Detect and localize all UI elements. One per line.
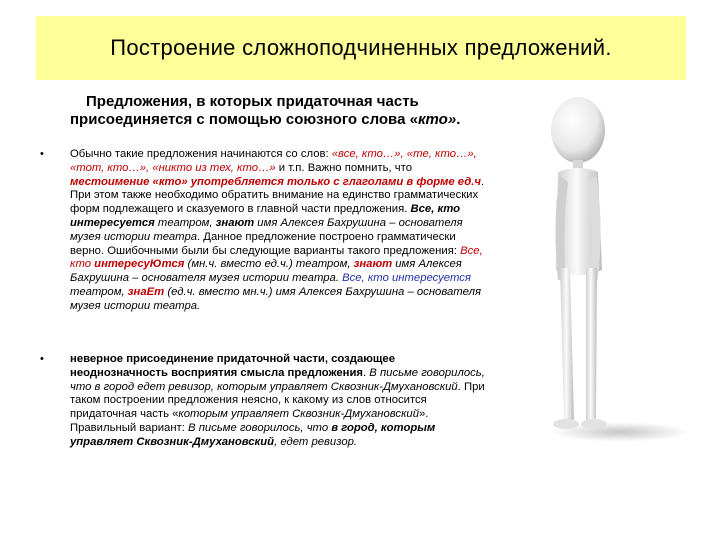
paragraph-1 [70, 148, 485, 314]
p1-text: и т.п. Важно помнить, что [275, 161, 413, 174]
p2-example: которым управляет Сквозник-Дмухановский [178, 408, 419, 421]
p1-text: Обычно такие предложения начинаются со слов: [70, 148, 332, 160]
bullet-2: • [40, 353, 44, 365]
p1-example-text: имя Алексея Бахрушина – основателя музея истории театра. [70, 258, 462, 285]
p2-example: В письме говорилось, что в город едет ревизор, которым управляет Сквозник-Дмухановский [70, 366, 485, 393]
heading-kto: кто» [417, 111, 457, 128]
p1-wrong-example: Все, кто [70, 244, 483, 271]
p1-quote-words: «все, кто…», «те, кто…», «тот, кто…», «никто из тех, кто…» [70, 148, 477, 174]
p2-text: ». Правильный вариант: [70, 408, 429, 434]
p1-rule-highlight: местоимение «кто» употребляется только с глаголами в форме ед.ч [70, 175, 481, 188]
p1-wrong-verb: интересуЮтся [94, 258, 185, 271]
p1-example-text: (ед.ч. вместо мн.ч.) имя Алексея Бахрушина – основателя музея истории театра. [70, 285, 481, 312]
p2-example: В письме говорилось, что [188, 421, 332, 434]
p2-example-bold: в город, которым управляет Сквозник-Дмухановский [70, 421, 436, 448]
p2-text: . При таком построении предложения неясно, к какому из слов относится придаточная часть « [70, 380, 485, 421]
p1-text: . Данное предложение построено грамматически верно. Ошибочными были бы следующие варианты такого предложения: [70, 230, 461, 257]
heading-text: Предложения, в которых придаточная часть присоединяется с помощью союзного слова « [70, 93, 419, 128]
p2-text: . [363, 366, 370, 379]
p1-example-subject: Все, кто интересуется [70, 203, 460, 229]
p1-example-text: (мн.ч. вместо ед.ч.) театром, [184, 258, 354, 271]
p1-wrong-verb: знают [353, 258, 393, 271]
p1-wrong-verb: знаЕт [127, 285, 165, 298]
p1-text: . При этом также необходимо обратить внимание на единство грамматических форм подлежащего и сказуемого в главной части предложения. [70, 175, 485, 216]
title-bar [36, 16, 686, 80]
standing-figure-icon [500, 90, 700, 470]
p1-wrong-example: Все, кто интересуется [342, 272, 471, 285]
heading-end: . [456, 111, 461, 128]
p1-example-text: имя Алексея Бахрушина – основателя музея истории театра [70, 216, 463, 243]
section-heading [70, 93, 490, 129]
p1-example-text: театром, [154, 216, 216, 229]
p1-example-verb: знают [215, 216, 255, 229]
paragraph-2 [70, 353, 485, 450]
p2-example: , едет ревизор. [274, 435, 358, 448]
page-title: Построение сложноподчиненных предложений. [110, 35, 612, 60]
p1-example-text: театром, [70, 285, 128, 298]
p2-lead: неверное присоединение придаточной части, создающее неоднозначность восприятия смысла предложения [70, 353, 395, 379]
bullet-1: • [40, 148, 44, 160]
